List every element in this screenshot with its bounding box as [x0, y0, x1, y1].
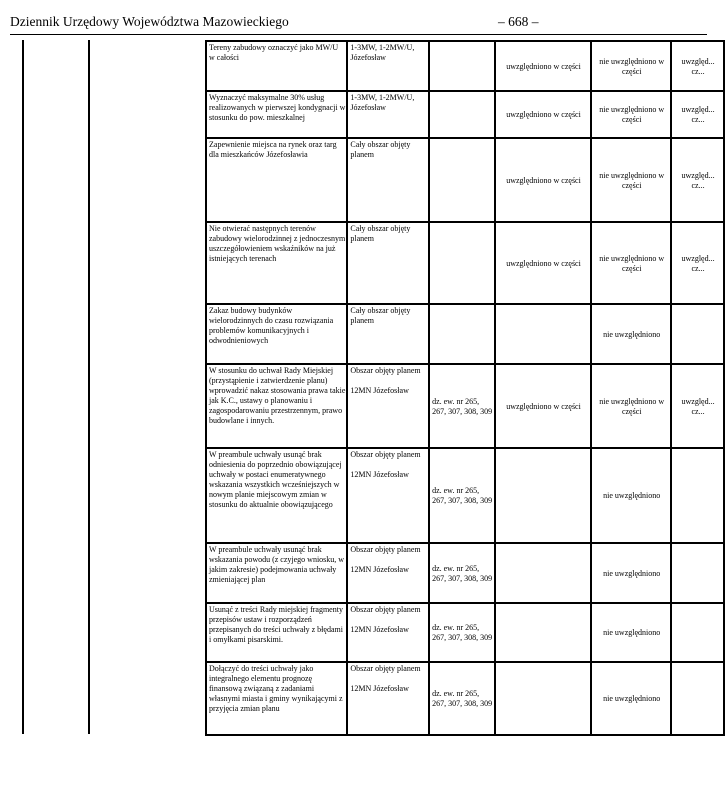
decision-a-cell	[495, 662, 592, 735]
inner-column-border	[88, 40, 90, 734]
parcels-cell	[429, 41, 495, 91]
remark-text-cell: Tereny zabudowy oznaczyć jako MW/U w całości	[206, 41, 347, 91]
decision-b-cell: nie uwzględniono w części	[591, 91, 671, 138]
parcels-cell: dz. ew. nr 265, 267, 307, 308, 309	[429, 364, 495, 448]
decision-c-cell	[671, 448, 724, 543]
area-line: Obszar objęty planem	[350, 545, 421, 554]
decision-b-cell: nie uwzględniono w części	[591, 364, 671, 448]
decision-b-cell: nie uwzględniono	[591, 662, 671, 735]
decision-c-cell	[671, 91, 724, 138]
decision-a-cell	[495, 304, 592, 364]
area-cell	[347, 138, 429, 222]
area-line	[350, 555, 427, 565]
decision-b-cell: nie uwzględniono	[591, 603, 671, 662]
area-line: Józefosław	[350, 103, 386, 112]
decision-c-line: uwzględ...	[681, 170, 715, 180]
area-line: 12MN Józefosław	[350, 684, 409, 693]
decision-a-cell	[495, 448, 592, 543]
decision-a-cell: uwzględniono w części	[495, 91, 592, 138]
area-cell	[347, 662, 429, 735]
table-row	[206, 41, 724, 91]
table-row	[206, 138, 724, 222]
area-line	[350, 674, 427, 684]
area-line: 1-3MW, 1-2MW/U,	[350, 43, 415, 52]
journal-title: Dziennik Urzędowy Województwa Mazowieckiego	[10, 14, 289, 29]
remark-text-cell: Dołączyć do treści uchwały jako integralnego elementu prognozę finansową związaną z zadaniami własnymi miasta i gminy wynikającymi z przyjęcia zmian planu	[206, 662, 347, 735]
area-line	[350, 615, 427, 625]
decision-a-cell: uwzględniono w części	[495, 41, 592, 91]
remark-text-cell: Usunąć z treści Rady miejskiej fragmenty przepisów ustaw i rozporządzeń przepisanych do treści uchwały z błędami i omyłkami pisarskimi.	[206, 603, 347, 662]
parcels-cell: dz. ew. nr 265, 267, 307, 308, 309	[429, 543, 495, 603]
area-line	[350, 460, 427, 470]
left-column-border	[22, 40, 24, 734]
parcels-cell: dz. ew. nr 265, 267, 307, 308, 309	[429, 662, 495, 735]
area-cell	[347, 41, 429, 91]
area-line: Cały obszar objęty	[350, 140, 411, 149]
remark-text-cell: Wyznaczyć maksymalne 30% usług realizowanych w pierwszej kondygnacji w stosunku do pow. mieszkalnej	[206, 91, 347, 138]
parcels-cell: dz. ew. nr 265, 267, 307, 308, 309	[429, 448, 495, 543]
area-cell	[347, 364, 429, 448]
area-line	[350, 376, 427, 386]
parcels-cell	[429, 222, 495, 304]
decision-c-line: uwzględ...	[681, 396, 715, 406]
area-line: Obszar objęty planem	[350, 664, 421, 673]
decision-c-line: uwzględ...	[681, 253, 715, 263]
decision-c-cell	[671, 662, 724, 735]
table-row	[206, 448, 724, 543]
parcels-cell	[429, 304, 495, 364]
area-line: Obszar objęty planem	[350, 605, 421, 614]
area-cell	[347, 448, 429, 543]
area-line: Cały obszar objęty	[350, 224, 411, 233]
decision-c-line: cz...	[691, 406, 705, 416]
decision-b-cell: nie uwzględniono w części	[591, 41, 671, 91]
decision-c-line: cz...	[691, 115, 705, 124]
header-rule	[10, 34, 707, 35]
decision-c-cell	[671, 41, 724, 91]
remark-text-cell: W preambule uchwały usunąć brak wskazania powodu (z czyjego wniosku, w jakim zakresie) podejmowania uchwały zmieniającej plan	[206, 543, 347, 603]
area-cell	[347, 222, 429, 304]
decision-c-cell	[671, 603, 724, 662]
area-line: Obszar objęty planem	[350, 450, 421, 459]
area-line: 12MN Józefosław	[350, 386, 409, 395]
area-cell	[347, 543, 429, 603]
decision-b-cell: nie uwzględniono	[591, 304, 671, 364]
table-row	[206, 222, 724, 304]
area-line: 12MN Józefosław	[350, 470, 409, 479]
area-cell	[347, 304, 429, 364]
decision-c-cell	[671, 138, 724, 222]
decision-c-cell	[671, 222, 724, 304]
area-line: planem	[350, 150, 374, 159]
parcels-cell	[429, 138, 495, 222]
area-line: Cały obszar objęty	[350, 306, 411, 315]
area-line: planem	[350, 234, 374, 243]
table-row	[206, 91, 724, 138]
parcels-cell: dz. ew. nr 265, 267, 307, 308, 309	[429, 603, 495, 662]
area-cell	[347, 603, 429, 662]
remark-text-cell: W stosunku do uchwał Rady Miejskiej (przystąpienie i zatwierdzenie planu) wprowadzić nakaz stosowania prawa takie jak K.C., ustawy o planowaniu i zagospodarowaniu przestrzennym, prawo budowlane i innych.	[206, 364, 347, 448]
area-line: Józefosław	[350, 53, 386, 62]
table-row	[206, 603, 724, 662]
decision-c-line: uwzględ...	[681, 105, 715, 114]
remarks-table-wrapper	[205, 40, 725, 736]
area-line: Obszar objęty planem	[350, 366, 421, 375]
area-line: 12MN Józefosław	[350, 565, 409, 574]
decision-c-cell	[671, 304, 724, 364]
remark-text-cell: W preambule uchwały usunąć brak odniesienia do poprzednio obowiązującej uchwały w postaci enumeratywnego wskazania wszystkich wcześniejszych w nowym planie miejscowym zmian w stosunku do aktualnie obowiązującego	[206, 448, 347, 543]
decision-a-cell	[495, 543, 592, 603]
remarks-table-body	[206, 41, 724, 735]
remark-text-cell: Nie otwierać następnych terenów zabudowy wielorodzinnej z jednoczesnym uszczegółowieniem wskaźników na już istniejących terenach	[206, 222, 347, 304]
remark-text-cell: Zakaz budowy budynków wielorodzinnych do czasu rozwiązania problemów komunikacyjnych i odwodnieniowych	[206, 304, 347, 364]
decision-c-line: uwzględ...	[681, 56, 715, 66]
parcels-cell	[429, 91, 495, 138]
decision-b-cell: nie uwzględniono w części	[591, 222, 671, 304]
decision-a-cell: uwzględniono w części	[495, 138, 592, 222]
area-line: planem	[350, 316, 374, 325]
decision-c-line: cz...	[691, 66, 705, 76]
decision-c-line: cz...	[691, 263, 705, 273]
table-row	[206, 543, 724, 603]
area-line: 1-3MW, 1-2MW/U,	[350, 93, 415, 102]
table-row	[206, 304, 724, 364]
table-row	[206, 364, 724, 448]
decision-c-line: cz...	[691, 180, 705, 190]
remark-text-cell: Zapewnienie miejsca na rynek oraz targ dla mieszkańców Józefosławia	[206, 138, 347, 222]
area-line: 12MN Józefosław	[350, 625, 409, 634]
decision-a-cell: uwzględniono w części	[495, 222, 592, 304]
decision-b-cell: nie uwzględniono	[591, 543, 671, 603]
table-row	[206, 662, 724, 735]
decision-b-cell: nie uwzględniono	[591, 448, 671, 543]
decision-a-cell	[495, 603, 592, 662]
decision-c-cell	[671, 543, 724, 603]
area-cell	[347, 91, 429, 138]
remarks-table	[205, 40, 725, 736]
decision-a-cell: uwzględniono w części	[495, 364, 592, 448]
decision-b-cell: nie uwzględniono w części	[591, 138, 671, 222]
decision-c-cell	[671, 364, 724, 448]
page-number: – 668 –	[498, 14, 539, 29]
